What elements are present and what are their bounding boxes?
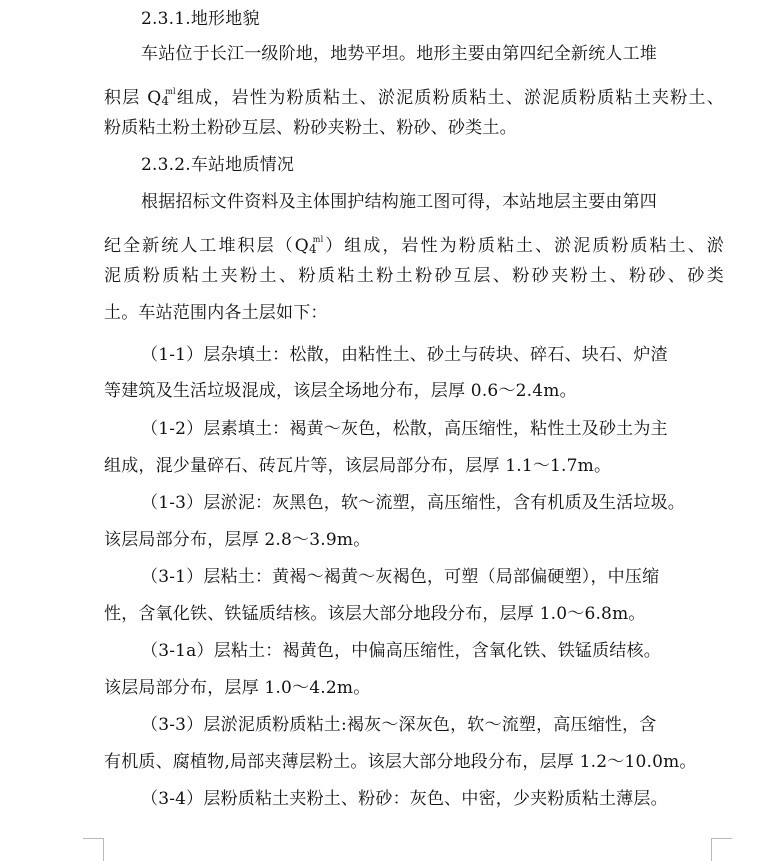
paragraph-geology-line-3: 泥质粉质粘土夹粉土、粉质粘土粉土粉砂互层、粉砂夹粉土、粉砂、砂类 bbox=[104, 266, 724, 286]
subscript-4: 4 bbox=[308, 242, 317, 256]
paragraph-geology-line-2: 纪全新统人工堆积层$(Q4^{ml})$组成，岩性为粉质粘土、淤泥质粉质粘土、淤 bbox=[104, 235, 724, 256]
superscript-ml: ml bbox=[165, 87, 176, 96]
page-margin-mark-left bbox=[83, 838, 104, 861]
page-margin-mark-right bbox=[711, 838, 732, 861]
section-heading-2-3-1: 2.3.1.地形地貌 bbox=[141, 9, 260, 29]
layer-3-3-line-1: （3-3）层淤泥质粉质粘土:褐灰～深灰色，软～流塑，高压缩性，含 bbox=[141, 715, 657, 735]
paragraph-terrain-line-3: 粉质粘土粉土粉砂互层、粉砂夹粉土、粉砂、砂类土。 bbox=[104, 118, 517, 138]
superscript-ml: ml bbox=[312, 235, 324, 244]
paragraph-terrain-line-2: 积层 $Q4^{ml}$组成，岩性为粉质粘土、淤泥质粉质粘土、淤泥质粉质粘土夹粉土、 bbox=[104, 87, 724, 108]
layer-3-3-line-2: 有机质、腐植物,局部夹薄层粉土。该层大部分地段分布，层厚 1.2～10.0m。 bbox=[104, 752, 697, 772]
subscript-4: 4 bbox=[161, 94, 170, 108]
layer-3-1a-line-1: （3-1a）层粘土：褐黄色，中偏高压缩性，含氧化铁、铁锰质结核。 bbox=[141, 641, 661, 661]
layer-3-1-line-1: （3-1）层粘土：黄褐～褐黄～灰褐色，可塑（局部偏硬塑），中压缩 bbox=[141, 567, 660, 587]
layer-3-1a-line-2: 该层局部分布，层厚 1.0～4.2m。 bbox=[104, 678, 371, 698]
layer-3-1-line-2: 性，含氧化铁、铁锰质结核。该层大部分地段分布，层厚 1.0～6.8m。 bbox=[104, 604, 646, 624]
paragraph-geology-line-4: 土。车站范围内各土层如下： bbox=[104, 303, 328, 323]
layer-1-3-line-1: （1-3）层淤泥：灰黑色，软～流塑，高压缩性，含有机质及生活垃圾。 bbox=[141, 493, 685, 513]
layer-1-2-line-1: （1-2）层素填土：褐黄～灰色，松散，高压缩性，粘性土及砂土为主 bbox=[141, 419, 668, 439]
layer-1-3-line-2: 该层局部分布，层厚 2.8～3.9m。 bbox=[104, 530, 371, 550]
paragraph-terrain-line-1: 车站位于长江一级阶地，地势平坦。地形主要由第四纪全新统人工堆 bbox=[141, 44, 657, 64]
section-heading-2-3-2: 2.3.2.车站地质情况 bbox=[141, 155, 295, 175]
layer-1-2-line-2: 组成，混少量碎石、砖瓦片等，该层局部分布，层厚 1.1～1.7m。 bbox=[104, 456, 612, 476]
layer-3-4-line-1: （3-4）层粉质粘土夹粉土、粉砂：灰色、中密，少夹粉质粘土薄层。 bbox=[141, 789, 668, 809]
paragraph-geology-line-1: 根据招标文件资料及主体围护结构施工图可得，本站地层主要由第四 bbox=[141, 192, 657, 212]
layer-1-1-line-2: 等建筑及生活垃圾混成，该层全场地分布，层厚 0.6～2.4m。 bbox=[104, 381, 577, 401]
layer-1-1-line-1: （1-1）层杂填土：松散，由粘性土、砂土与砖块、碎石、块石、炉渣 bbox=[141, 345, 668, 365]
